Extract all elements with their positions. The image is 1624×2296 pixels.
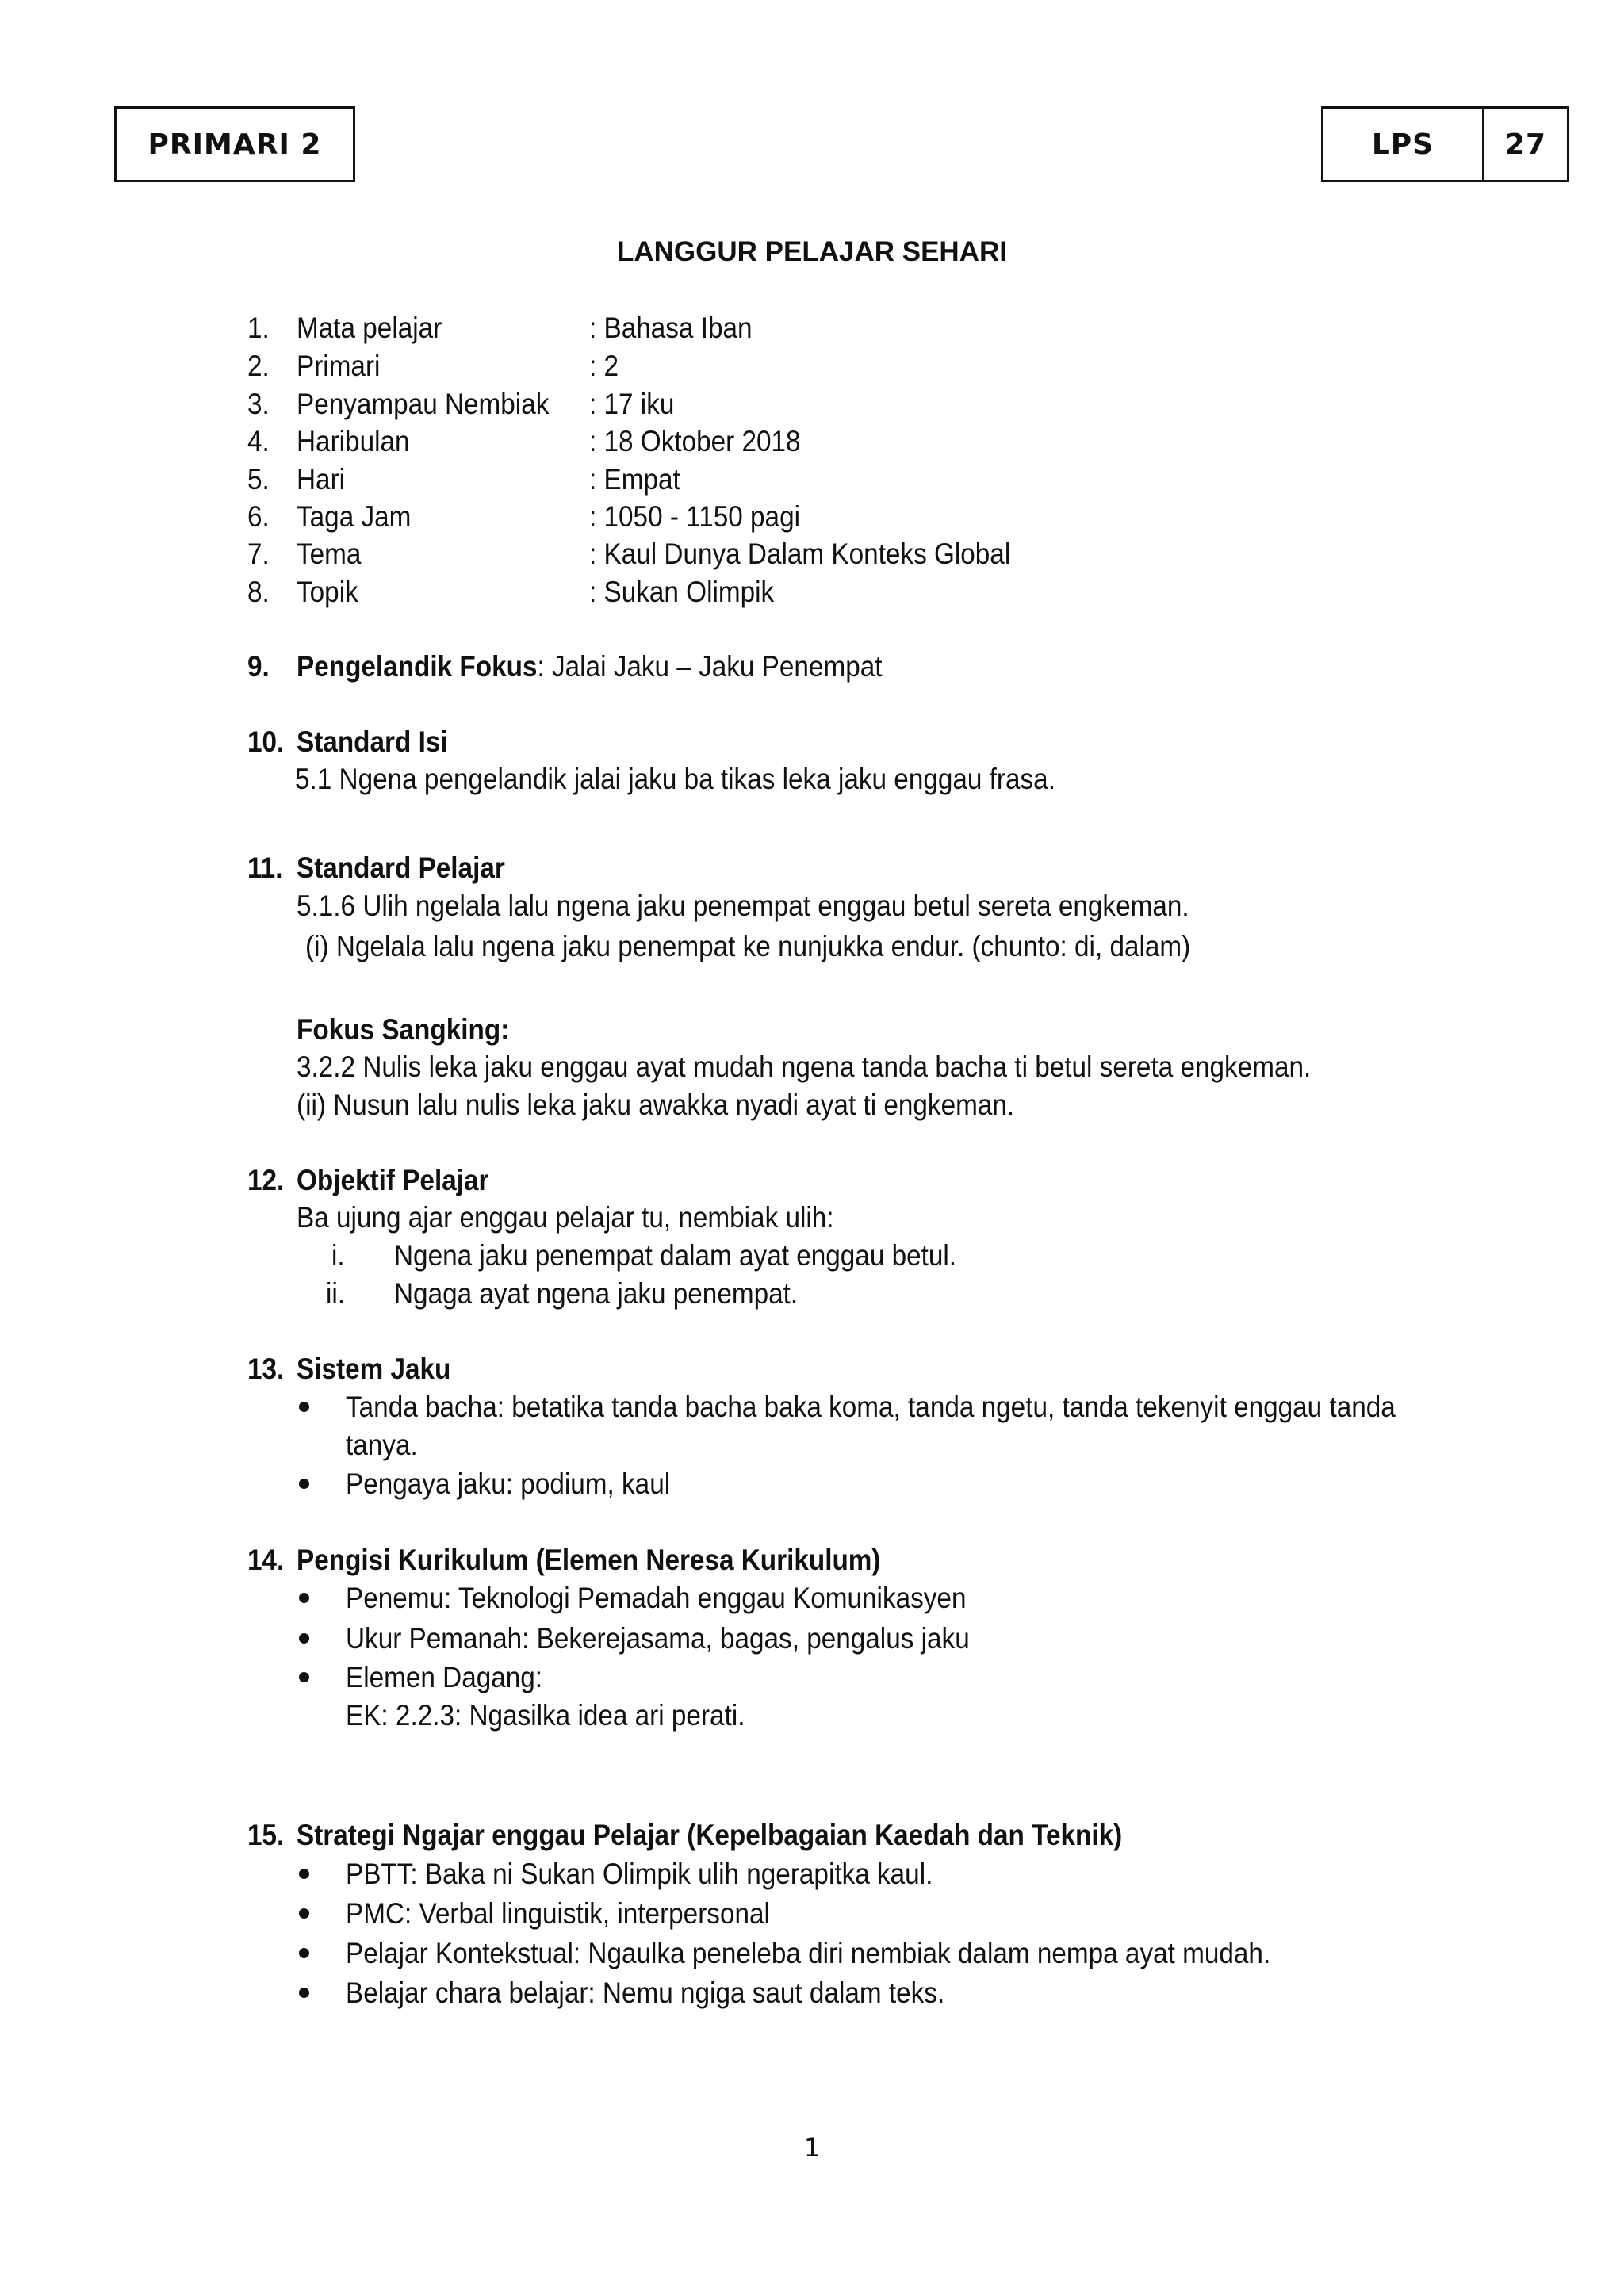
- list-item: Penemu: Teknologi Pemadah enggau Komunikasyen: [346, 1582, 967, 1614]
- section-text: 5.1 Ngena pengelandik jalai jaku ba tikas leka jaku enggau frasa.: [295, 763, 1055, 795]
- info-value: : 2: [589, 350, 619, 382]
- info-label: Penyampau Nembiak: [297, 388, 550, 420]
- primari-label: PRIMARI 2: [147, 128, 322, 161]
- bullet-icon: [299, 1633, 309, 1644]
- section-heading: Pengisi Kurikulum (Elemen Neresa Kurikulum): [297, 1544, 881, 1576]
- lps-label: LPS: [1371, 128, 1434, 161]
- info-value: : 1050 - 1150 pagi: [589, 500, 801, 533]
- list-item: PBTT: Baka ni Sukan Olimpik ulih ngerapitka kaul.: [346, 1858, 933, 1890]
- list-item: EK: 2.2.3: Ngasilka idea ari perati.: [346, 1699, 745, 1732]
- list-item: Ukur Pemanah: Bekerejasama, bagas, pengalus jaku: [346, 1622, 970, 1655]
- bullet-icon: [299, 1948, 309, 1958]
- info-value: : 17 iku: [589, 388, 675, 420]
- list-item: Pelajar Kontekstual: Ngaulka peneleba diri nembiak dalam nempa ayat mudah.: [346, 1937, 1271, 1969]
- list-item: PMC: Verbal linguistik, interpersonal: [346, 1897, 770, 1930]
- bullet-icon: [299, 1988, 309, 1998]
- info-label: Tema: [297, 538, 362, 570]
- fokus-heading: Fokus Sangking:: [297, 1013, 510, 1046]
- bullet-icon: [299, 1593, 309, 1603]
- list-item: Belajar chara belajar: Nemu ngiga saut dalam teks.: [346, 1976, 945, 2009]
- bullet-icon: [299, 1672, 309, 1682]
- info-value: : Sukan Olimpik: [589, 576, 775, 608]
- info-label: Mata pelajar: [297, 312, 442, 344]
- section-heading: Strategi Ngajar enggau Pelajar (Kepelbagaian Kaedah dan Teknik): [297, 1819, 1123, 1851]
- info-label: Topik: [297, 576, 358, 608]
- lps-number-box: [1482, 106, 1569, 182]
- section-heading: Standard Isi: [297, 725, 448, 758]
- section-heading: Pengelandik Fokus: [297, 650, 538, 683]
- list-item: Pengaya jaku: podium, kaul: [346, 1468, 671, 1500]
- section-text: Ba ujung ajar enggau pelajar tu, nembiak ulih:: [297, 1201, 834, 1234]
- list-item: Tanda bacha: betatika tanda bacha baka koma, tanda ngetu, tanda tekenyit enggau tanda: [346, 1391, 1396, 1423]
- section-heading: Objektif Pelajar: [297, 1164, 489, 1196]
- section-text: : Jalai Jaku – Jaku Penempat: [537, 650, 883, 683]
- bullet-icon: [299, 1869, 309, 1879]
- section-text: (ii) Nusun lalu nulis leka jaku awakka nyadi ayat ti engkeman.: [297, 1089, 1015, 1121]
- bullet-icon: [299, 1908, 309, 1919]
- section-text: 3.2.2 Nulis leka jaku enggau ayat mudah ngena tanda bacha ti betul sereta engkeman.: [297, 1050, 1312, 1083]
- section-heading: Sistem Jaku: [297, 1353, 451, 1385]
- primari-box: [114, 106, 355, 182]
- info-label: Haribulan: [297, 425, 410, 457]
- bullet-icon: [299, 1479, 309, 1489]
- info-value: : Bahasa Iban: [589, 312, 753, 344]
- info-label: Hari: [297, 463, 346, 496]
- section-text: 5.1.6 Ulih ngelala lalu ngena jaku penempat enggau betul sereta engkeman.: [297, 890, 1189, 922]
- section-heading: Standard Pelajar: [297, 851, 505, 884]
- list-item: Elemen Dagang:: [346, 1661, 543, 1693]
- document-title: LANGGUR PELAJAR SEHARI: [617, 236, 1007, 267]
- list-item: tanya.: [346, 1429, 418, 1461]
- info-value: : 18 Oktober 2018: [589, 425, 801, 457]
- info-value: : Empat: [589, 463, 680, 496]
- lps-box: [1321, 106, 1484, 182]
- info-label: Primari: [297, 350, 381, 382]
- bullet-icon: [299, 1402, 309, 1412]
- info-value: : Kaul Dunya Dalam Konteks Global: [589, 538, 1011, 570]
- list-item: Ngena jaku penempat dalam ayat enggau betul.: [394, 1239, 957, 1272]
- section-text: (i) Ngelala lalu ngena jaku penempat ke nunjukka endur. (chunto: di, dalam): [305, 930, 1191, 962]
- info-label: Taga Jam: [297, 500, 412, 533]
- list-item: Ngaga ayat ngena jaku penempat.: [394, 1277, 799, 1310]
- lps-number: 27: [1504, 128, 1547, 161]
- page-number: 1: [803, 2133, 821, 2163]
